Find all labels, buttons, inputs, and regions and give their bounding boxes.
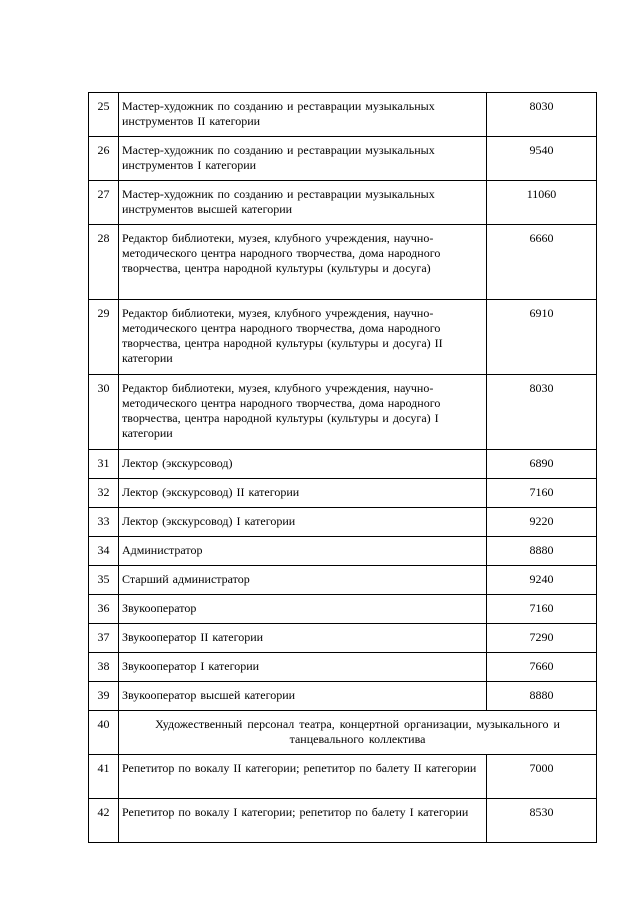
- table-row: [89, 93, 597, 137]
- table-row: [89, 181, 597, 225]
- table-row: [89, 682, 597, 711]
- salary-amount: 8030: [487, 93, 597, 137]
- position-title: Репетитор по вокалу II категории; репетитор по балету II категории: [119, 755, 487, 799]
- salary-amount: 8530: [487, 799, 597, 843]
- row-number: 42: [89, 799, 119, 843]
- salary-amount: 7000: [487, 755, 597, 799]
- position-title: Старший администратор: [119, 566, 487, 595]
- salary-amount: 8880: [487, 682, 597, 711]
- position-title: Лектор (экскурсовод) I категории: [119, 508, 487, 537]
- table-row: [89, 300, 597, 375]
- row-number: 28: [89, 225, 119, 300]
- row-number: 39: [89, 682, 119, 711]
- table-row: [89, 595, 597, 624]
- table-row: [89, 566, 597, 595]
- salary-amount: 11060: [487, 181, 597, 225]
- salary-amount: 7160: [487, 595, 597, 624]
- salary-amount: 7160: [487, 479, 597, 508]
- row-number: 32: [89, 479, 119, 508]
- row-number: 40: [89, 711, 119, 755]
- salary-amount: 8880: [487, 537, 597, 566]
- row-number: 33: [89, 508, 119, 537]
- position-title: Лектор (экскурсовод) II категории: [119, 479, 487, 508]
- position-title: Редактор библиотеки, музея, клубного учреждения, научно-методического центра народного творчества, дома народного творчества, центра народной культуры (культуры и досуга) I категории: [119, 375, 487, 450]
- position-title: Звукооператор высшей категории: [119, 682, 487, 711]
- table-row: [89, 537, 597, 566]
- row-number: 25: [89, 93, 119, 137]
- row-number: 30: [89, 375, 119, 450]
- row-number: 29: [89, 300, 119, 375]
- position-title: Редактор библиотеки, музея, клубного учреждения, научно-методического центра народного творчества, дома народного творчества, центра народной культуры (культуры и досуга) II категории: [119, 300, 487, 375]
- position-title: Звукооператор I категории: [119, 653, 487, 682]
- position-title: Мастер-художник по созданию и реставрации музыкальных инструментов высшей категории: [119, 181, 487, 225]
- salary-amount: 9240: [487, 566, 597, 595]
- salary-amount: 9540: [487, 137, 597, 181]
- position-title: Мастер-художник по созданию и реставрации музыкальных инструментов I категории: [119, 137, 487, 181]
- row-number: 27: [89, 181, 119, 225]
- table-row: [89, 755, 597, 799]
- position-title: Редактор библиотеки, музея, клубного учреждения, научно-методического центра народного творчества, дома народного творчества, центра народной культуры (культуры и досуга): [119, 225, 487, 300]
- table-row: [89, 653, 597, 682]
- row-number: 36: [89, 595, 119, 624]
- row-number: 34: [89, 537, 119, 566]
- row-number: 31: [89, 450, 119, 479]
- position-title: Репетитор по вокалу I категории; репетитор по балету I категории: [119, 799, 487, 843]
- table-row: [89, 508, 597, 537]
- row-number: 38: [89, 653, 119, 682]
- table-row: [89, 624, 597, 653]
- row-number: 35: [89, 566, 119, 595]
- table-row: [89, 450, 597, 479]
- salary-amount: 6910: [487, 300, 597, 375]
- table-row: [89, 375, 597, 450]
- position-title: Администратор: [119, 537, 487, 566]
- salary-table: [88, 92, 597, 843]
- row-number: 26: [89, 137, 119, 181]
- row-number: 41: [89, 755, 119, 799]
- position-title: Мастер-художник по созданию и реставрации музыкальных инструментов II категории: [119, 93, 487, 137]
- salary-table-body: [89, 93, 597, 843]
- table-row: [89, 225, 597, 300]
- salary-amount: 8030: [487, 375, 597, 450]
- table-row: [89, 479, 597, 508]
- salary-amount: 6890: [487, 450, 597, 479]
- table-row: [89, 137, 597, 181]
- salary-amount: 9220: [487, 508, 597, 537]
- salary-amount: 6660: [487, 225, 597, 300]
- row-number: 37: [89, 624, 119, 653]
- salary-amount: 7290: [487, 624, 597, 653]
- section-header-row: [89, 711, 597, 755]
- section-title: Художественный персонал театра, концертной организации, музыкального и танцевального коллектива: [119, 711, 597, 755]
- table-row: [89, 799, 597, 843]
- position-title: Лектор (экскурсовод): [119, 450, 487, 479]
- position-title: Звукооператор II категории: [119, 624, 487, 653]
- position-title: Звукооператор: [119, 595, 487, 624]
- salary-amount: 7660: [487, 653, 597, 682]
